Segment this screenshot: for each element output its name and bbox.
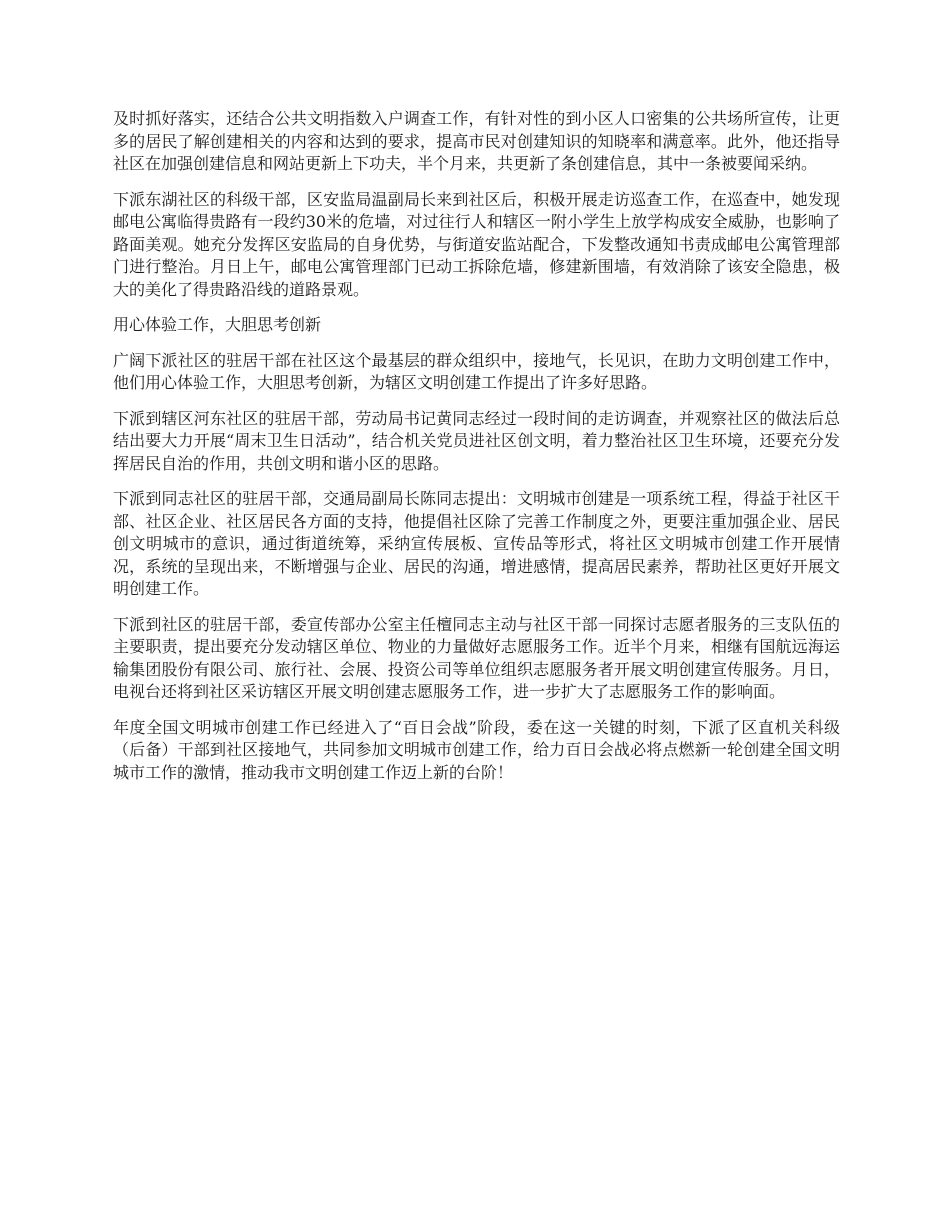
- paragraph-6: 下派到社区的驻居干部，委宣传部办公室主任檀同志主动与社区干部一同探讨志愿者服务的三支队伍的主要职责，提出要充分发动辖区单位、物业的力量做好志愿服务工作。近半个月来，相继有国航远海运输集团股份有限公司、旅行社、会展、投资公司等单位组织志愿服务者开展文明创建宣传服务。月日，电视台还将到社区采访辖区开展文明创建志愿服务工作，进一步扩大了志愿服务工作的影响面。: [113, 614, 840, 701]
- paragraph-7: 年度全国文明城市创建工作已经进入了“百日会战”阶段，委在这一关键的时刻，下派了区直机关科级（后备）干部到社区接地气，共同参加文明城市创建工作，给力百日会战必将点燃新一轮创建全国文明城市工作的激情，推动我市文明创建工作迈上新的台阶！: [113, 717, 840, 782]
- paragraph-2: 下派东湖社区的科级干部，区安监局温副局长来到社区后，积极开展走访巡查工作，在巡查中，她发现邮电公寓临得贵路有一段约30米的危墙，对过往行人和辖区一附小学生上放学构成安全威胁，也影响了路面美观。她充分发挥区安监局的自身优势，与街道安监站配合，下发整改通知书责成邮电公寓管理部门进行整治。月日上午，邮电公寓管理部门已动工拆除危墙，修建新围墙，有效消除了该安全隐患，极大的美化了得贵路沿线的道路景观。: [113, 189, 840, 299]
- paragraph-1: 及时抓好落实，还结合公共文明指数入户调查工作，有针对性的到小区人口密集的公共场所宣传，让更多的居民了解创建相关的内容和达到的要求，提高市民对创建知识的知晓率和满意率。此外，他还指导社区在加强创建信息和网站更新上下功夫，半个月来，共更新了条创建信息，其中一条被要闻采纳。: [113, 109, 840, 173]
- paragraph-5: 下派到同志社区的驻居干部，交通局副局长陈同志提出：文明城市创建是一项系统工程，得益于社区干部、社区企业、社区居民各方面的支持，他提倡社区除了完善工作制度之外，更要注重加强企业、居民创文明城市的意识，通过街道统筹，采纳宣传展板、宣传品等形式，将社区文明城市创建工作开展情况，系统的呈现出来，不断增强与企业、居民的沟通，增进感情，提高居民素养，帮助社区更好开展文明创建工作。: [113, 489, 840, 598]
- paragraph-3: 广阔下派社区的驻居干部在社区这个最基层的群众组织中，接地气，长见识，在助力文明创建工作中，他们用心体验工作，大胆思考创新，为辖区文明创建工作提出了许多好思路。: [113, 350, 840, 392]
- document-body: [113, 108, 840, 797]
- paragraph-4: 下派到辖区河东社区的驻居干部，劳动局书记黄同志经过一段时间的走访调查，并观察社区的做法后总结出要大力开展“周末卫生日活动”，结合机关党员进社区创文明，着力整治社区卫生环境，还要充分发挥居民自治的作用，共创文明和谐小区的思路。: [113, 408, 840, 473]
- section-heading: 用心体验工作，大胆思考创新: [113, 315, 322, 334]
